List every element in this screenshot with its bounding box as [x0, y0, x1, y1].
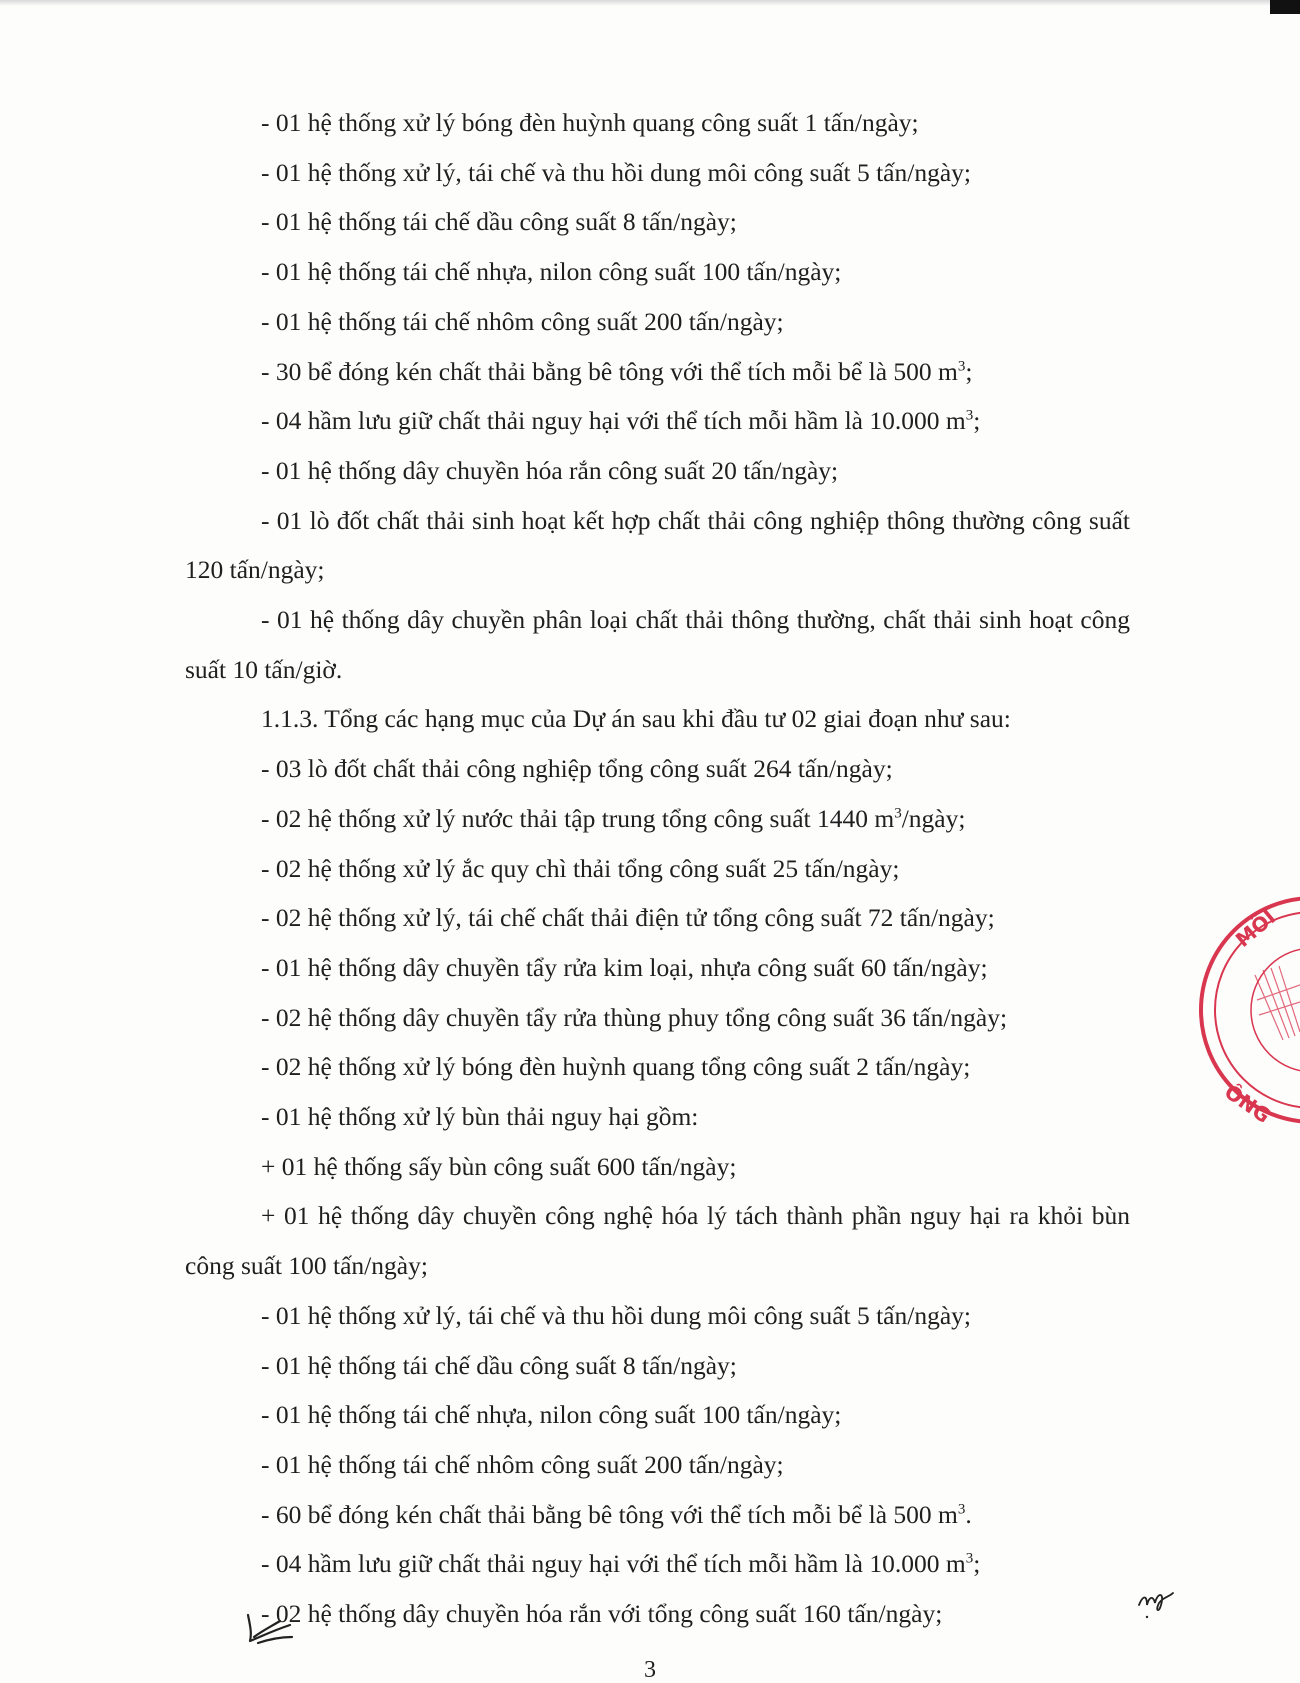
handwritten-initials-left	[240, 1607, 300, 1647]
svg-text:ÔNG: ÔNG	[1220, 1079, 1275, 1128]
list-item: - 02 hệ thống xử lý bóng đèn huỳnh quang tổng công suất 2 tấn/ngày;	[261, 1052, 971, 1082]
scan-corner-mark	[1270, 0, 1300, 14]
list-item: - 01 hệ thống tái chế dầu công suất 8 tấn/ngày;	[261, 1350, 737, 1380]
list-item: + 01 hệ thống sấy bùn công suất 600 tấn/ngày;	[261, 1151, 737, 1181]
handwritten-initials-right	[1135, 1585, 1185, 1620]
list-item: - 01 lò đốt chất thải sinh hoạt kết hợp chất thải công nghiệp thông thường công suất 120 tấn/ngày;	[185, 505, 1130, 585]
list-item: - 01 hệ thống tái chế nhựa, nilon công suất 100 tấn/ngày;	[261, 257, 842, 287]
list-item: - 60 bể đóng kén chất thải bằng bê tông với thể tích mỗi bể là 500 $m^3$.	[261, 1499, 972, 1529]
list-item: - 04 hầm lưu giữ chất thải nguy hại với thể tích mỗi hầm là 10.000 $m^3$;	[261, 406, 981, 436]
list-item: + 01 hệ thống dây chuyền công nghệ hóa lý tách thành phần nguy hại ra khỏi bùn công suất 100 tấn/ngày;	[185, 1201, 1130, 1281]
list-item: - 01 hệ thống xử lý, tái chế và thu hồi dung môi công suất 5 tấn/ngày;	[261, 157, 971, 187]
list-item: - 01 hệ thống dây chuyền tẩy rửa kim loại, nhựa công suất 60 tấn/ngày;	[261, 952, 988, 982]
list-item: - 03 lò đốt chất thải công nghiệp tổng công suất 264 tấn/ngày;	[261, 754, 893, 784]
list-item: - 01 hệ thống tái chế nhựa, nilon công suất 100 tấn/ngày;	[261, 1400, 842, 1430]
list-item: - 01 hệ thống xử lý, tái chế và thu hồi dung môi công suất 5 tấn/ngày;	[261, 1300, 971, 1330]
list-item: - 01 hệ thống tái chế dầu công suất 8 tấn/ngày;	[261, 207, 737, 237]
svg-text:MÔI: MÔI	[1230, 904, 1281, 952]
list-item: - 01 hệ thống tái chế nhôm công suất 200 tấn/ngày;	[261, 306, 784, 336]
list-item: - 02 hệ thống xử lý nước thải tập trung tổng công suất 1440 $m^3$/ngày;	[261, 803, 966, 833]
list-item: - 01 hệ thống xử lý bùn thải nguy hại gồm:	[261, 1102, 699, 1132]
page-number: 3	[644, 1657, 656, 1683]
list-item: - 04 hầm lưu giữ chất thải nguy hại với thể tích mỗi hầm là 10.000 $m^3$;	[261, 1549, 981, 1579]
scan-edge	[0, 0, 1300, 6]
document-body	[185, 98, 1130, 1639]
list-item: - 02 hệ thống xử lý ắc quy chì thải tổng công suất 25 tấn/ngày;	[261, 853, 900, 883]
list-item: - 02 hệ thống xử lý, tái chế chất thải điện tử tổng công suất 72 tấn/ngày;	[261, 903, 995, 933]
list-item: - 02 hệ thống dây chuyền hóa rắn với tổng công suất 160 tấn/ngày;	[261, 1599, 943, 1629]
red-seal-stamp	[1185, 890, 1300, 1130]
list-item: - 01 hệ thống xử lý bóng đèn huỳnh quang công suất 1 tấn/ngày;	[261, 108, 919, 137]
list-item: - 01 hệ thống tái chế nhôm công suất 200 tấn/ngày;	[261, 1449, 784, 1479]
list-item: - 01 hệ thống dây chuyền hóa rắn công suất 20 tấn/ngày;	[261, 455, 839, 485]
list-item: - 01 hệ thống dây chuyền phân loại chất thải thông thường, chất thải sinh hoạt công suất 10 tấn/giờ.	[185, 605, 1130, 684]
list-item: - 02 hệ thống dây chuyền tẩy rửa thùng phuy tổng công suất 36 tấn/ngày;	[261, 1002, 1008, 1032]
list-item: - 30 bể đóng kén chất thải bằng bê tông với thể tích mỗi bể là 500 $m^3$;	[261, 356, 973, 386]
section-heading: 1.1.3. Tổng các hạng mục của Dự án sau khi đầu tư 02 giai đoạn như sau:	[261, 704, 1011, 734]
